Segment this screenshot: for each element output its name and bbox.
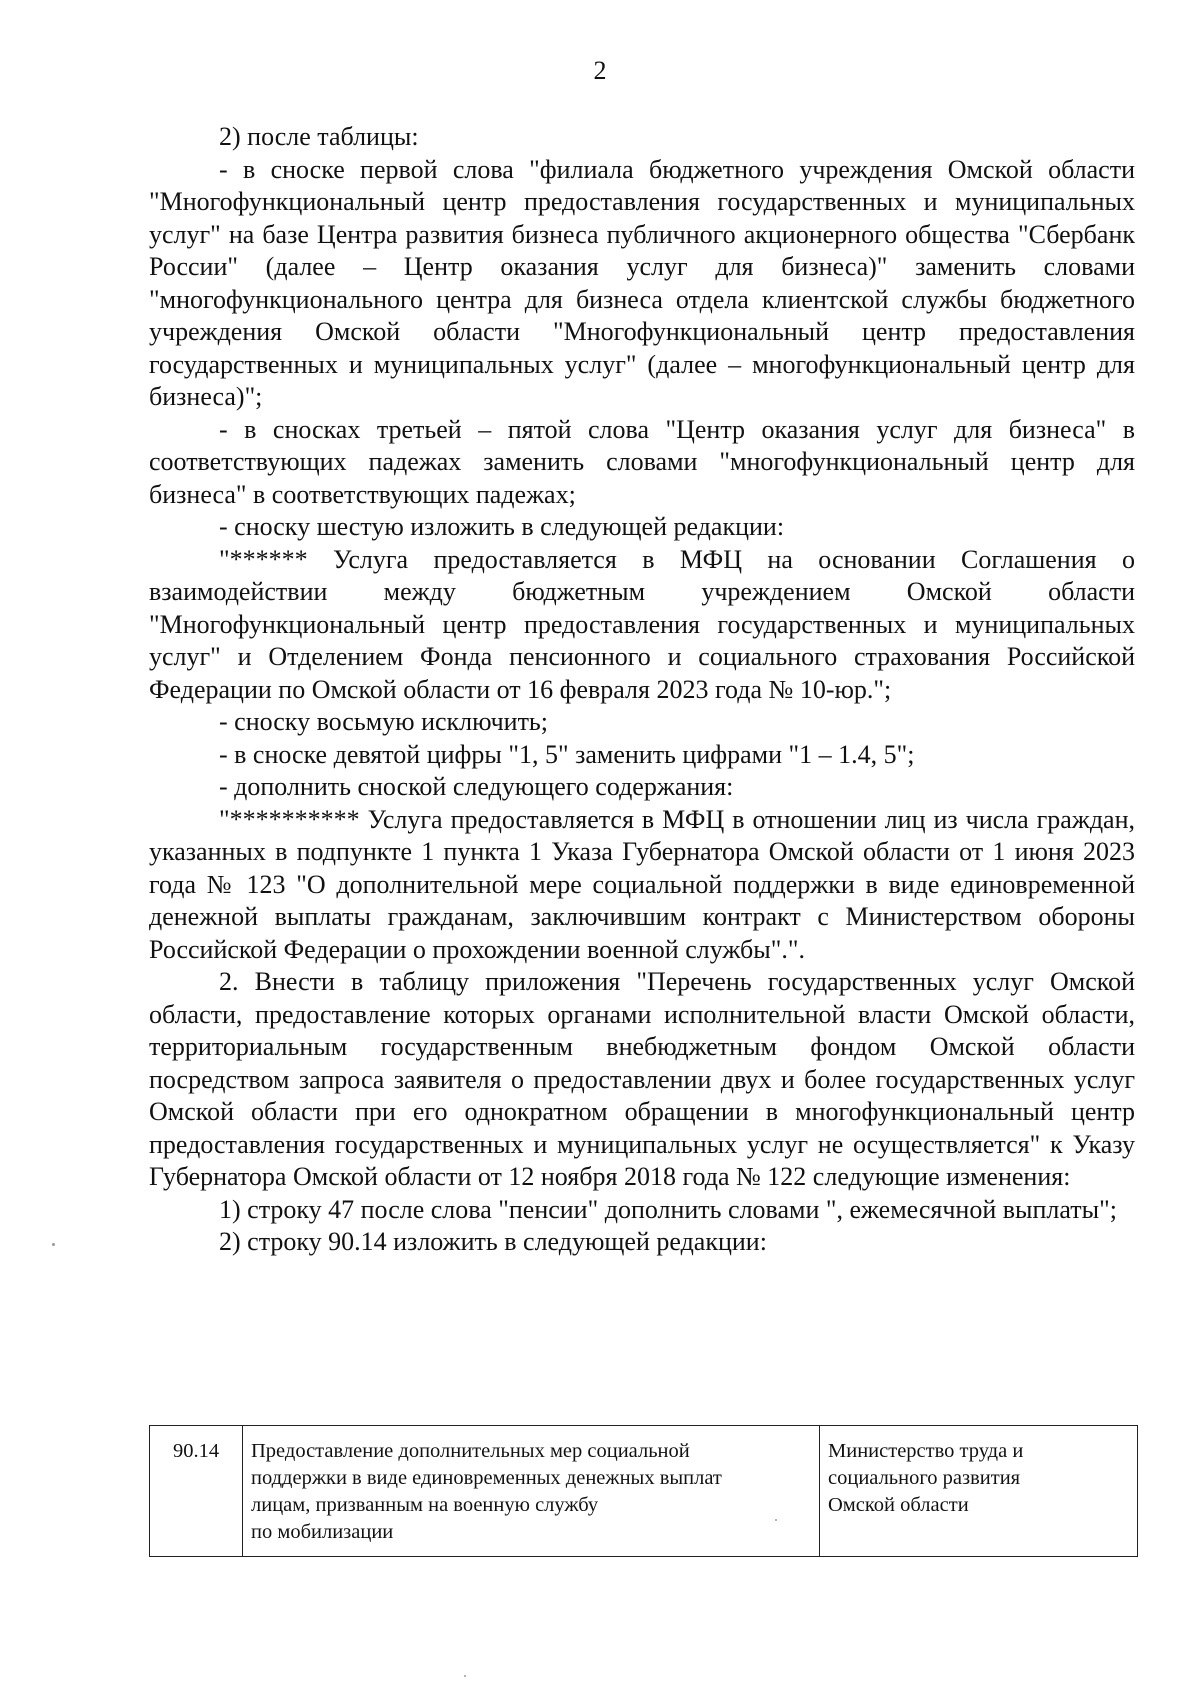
service-name-line: поддержки в виде единовременных денежных выплат (251, 1467, 722, 1489)
paragraph-footnote-ninth: - в сноске девятой цифры "1, 5" заменить цифрами "1 – 1.4, 5"; (219, 739, 915, 769)
scan-speck (52, 1243, 55, 1246)
agency-line: социального развития (828, 1467, 1021, 1489)
paragraph-item-2: 2. Внести в таблицу приложения "Перечень государственных услуг Омской области, предоставление которых органами исполнительной власти Омской области, территориальным государственным внебюджетным фондом Омской области посредством запроса заявителя о предоставлении двух и более государственных услуг Омской области при его однократном обращении в многофункциональный центр предоставления государственных и муниципальных услуг не осуществляется" к Указу Губернатора Омской области от 12 ноября 2018 года № 122 следующие изменения: (149, 967, 1135, 1191)
agency-line: Министерство труда и (828, 1440, 1024, 1462)
paragraph-add-footnote-intro: - дополнить сноской следующего содержания: (219, 772, 734, 801)
paragraph-footnote-sixth-text: "****** Услуга предоставляется в МФЦ на основании Соглашения о взаимодействии между бюджетным учреждением Омской области "Многофункциональный центр предоставления государственных и муниципальных услуг" и Отделением Фонда пенсионного и социального страхования Российской Федерации по Омской области от 16 февраля 2023 года № 10-юр."; (149, 544, 1135, 704)
scan-speck (775, 1519, 777, 1521)
row-number-cell: 90.14 (150, 1426, 243, 1557)
page-number: 2 (593, 56, 607, 85)
agency-line: Омской области (828, 1494, 969, 1516)
paragraph-footnote-sixth-intro: - сноску шестую изложить в следующей редакции: (219, 512, 785, 541)
paragraph-footnotes-third-fifth: - в сносках третьей – пятой слова "Центр оказания услуг для бизнеса" в соответствующих падежах заменить словами "многофункциональный центр для бизнеса" в соответствующих падежах; (149, 414, 1135, 509)
paragraph-after-table-heading: 2) после таблицы: (219, 122, 419, 151)
table-row (150, 1426, 1138, 1557)
paragraph-row-47: 1) строку 47 после слова "пенсии" дополнить словами ", ежемесячной выплаты"; (219, 1194, 1117, 1224)
paragraph-new-footnote-text: "********** Услуга предоставляется в МФЦ в отношении лиц из числа граждан, указанных в подпункте 1 пункта 1 Указа Губернатора Омской области от 1 июня 2023 года № 123 "О дополнительной мере социальной поддержки в виде единовременной денежной выплаты гражданам, заключившим контракт с Министерством обороны Российской Федерации о прохождении военной службы".". (149, 804, 1135, 964)
scan-speck (464, 1675, 466, 1677)
service-name-cell (243, 1426, 820, 1557)
service-name-line: по мобилизации (251, 1521, 394, 1543)
paragraph-footnote-first: - в сноске первой слова "филиала бюджетного учреждения Омской области "Многофункциональный центр предоставления государственных и муниципальных услуг" на базе Центра развития бизнеса публичного акционерного общества "Сбербанк России" (далее – Центр оказания услуг для бизнеса)" заменить словами "многофункционального центра для бизнеса отдела клиентской службы бюджетного учреждения Омской области "Многофункциональный центр предоставления государственных и муниципальных услуг" (далее – многофункциональный центр для бизнеса)"; (149, 154, 1135, 411)
document-body (149, 121, 1135, 1259)
agency-cell (820, 1426, 1138, 1557)
paragraph-footnote-eighth: - сноску восьмую исключить; (219, 707, 549, 736)
service-name-line: Предоставление дополнительных мер социальной (251, 1440, 690, 1462)
amendment-table (149, 1425, 1138, 1557)
service-name-line: лицам, призванным на военную службу (251, 1494, 599, 1516)
paragraph-row-90-14: 2) строку 90.14 изложить в следующей редакции: (219, 1227, 767, 1256)
